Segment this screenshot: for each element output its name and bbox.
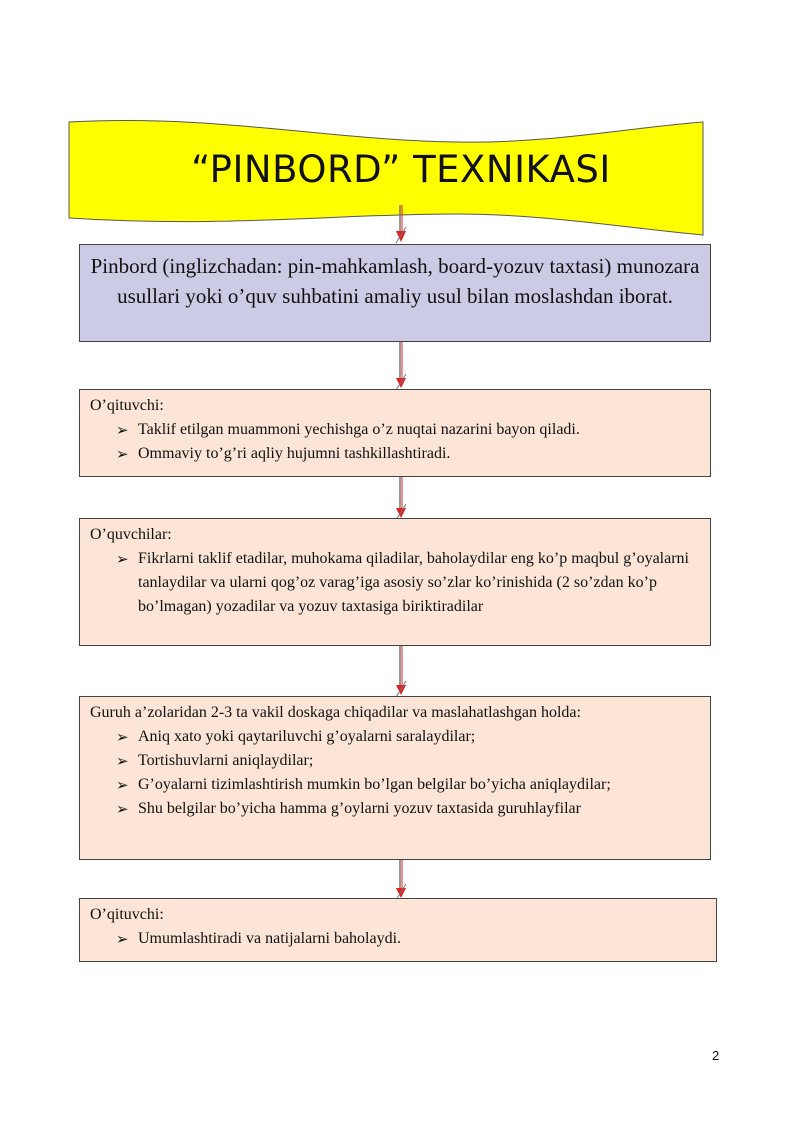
page-number: 2 xyxy=(712,1048,720,1063)
arrow-bullet-icon: ➢ xyxy=(116,550,129,568)
list-item: ➢ G’oyalarni tizimlashtirish mumkin bo’lgan belgilar bo’yicha aniqlaydilar; xyxy=(116,773,700,797)
list-item: ➢ Shu belgilar bo’yicha hamma g’oylarni yozuv taxtasida guruhlayfilar xyxy=(116,797,700,821)
list-item: ➢ Umumlashtiradi va natijalarni baholaydi. xyxy=(116,927,706,951)
list-item: ➢ Taklif etilgan muammoni yechishga o’z nuqtai nazarini bayon qiladi. xyxy=(116,418,700,442)
connector-arrow-2 xyxy=(392,340,412,390)
bullet-list xyxy=(90,418,700,466)
step-box-group xyxy=(79,696,711,860)
arrow-bullet-icon: ➢ xyxy=(116,445,129,463)
step-box-teacher-final xyxy=(79,898,717,962)
list-item: ➢ Ommaviy to’g’ri aqliy hujumni tashkillashtiradi. xyxy=(116,442,700,466)
arrow-bullet-icon: ➢ xyxy=(116,421,129,439)
definition-box xyxy=(79,244,711,342)
connector-arrow-4 xyxy=(392,645,412,697)
connector-arrow-1 xyxy=(392,205,412,245)
list-item: ➢ Tortishuvlarni aniqlaydilar; xyxy=(116,749,700,773)
step-title: O’quvchilar: xyxy=(90,526,172,543)
step-box-teacher xyxy=(79,389,711,477)
definition-text: Pinbord (inglizchadan: pin-mahkamlash, board-yozuv taxtasi) munozara usullari yoki o’quv suhbatini amaliy usul bilan moslashdan iborat. xyxy=(90,254,700,308)
title-banner xyxy=(66,118,706,238)
bullet-list xyxy=(90,927,706,951)
step-title: O’qituvchi: xyxy=(90,906,164,923)
arrow-bullet-icon: ➢ xyxy=(116,800,129,818)
arrow-bullet-icon: ➢ xyxy=(116,930,129,948)
arrow-bullet-icon: ➢ xyxy=(116,776,129,794)
list-item: ➢ Fikrlarni taklif etadilar, muhokama qiladilar, baholaydilar eng ko’p maqbul g’oyalarni tanlaydilar va ularni qog’oz varag’iga asosiy so’zlar ko’rinishida (2 so’zdan ko’p bo’lmagan) yozadilar va yozuv taxtasiga biriktiradilar xyxy=(116,547,700,619)
page-title: “PINBORD” TEXNIKASI xyxy=(191,148,611,191)
arrow-bullet-icon: ➢ xyxy=(116,752,129,770)
step-box-students xyxy=(79,518,711,646)
step-title: O’qituvchi: xyxy=(90,397,164,414)
step-title: Guruh a’zolaridan 2-3 ta vakil doskaga chiqadilar va maslahatlashgan holda: xyxy=(90,704,581,721)
bullet-list xyxy=(90,725,700,821)
list-item: ➢ Aniq xato yoki qaytariluvchi g’oyalarni saralaydilar; xyxy=(116,725,700,749)
bullet-list xyxy=(90,547,700,619)
connector-arrow-5 xyxy=(392,858,412,900)
arrow-bullet-icon: ➢ xyxy=(116,728,129,746)
connector-arrow-3 xyxy=(392,476,412,520)
